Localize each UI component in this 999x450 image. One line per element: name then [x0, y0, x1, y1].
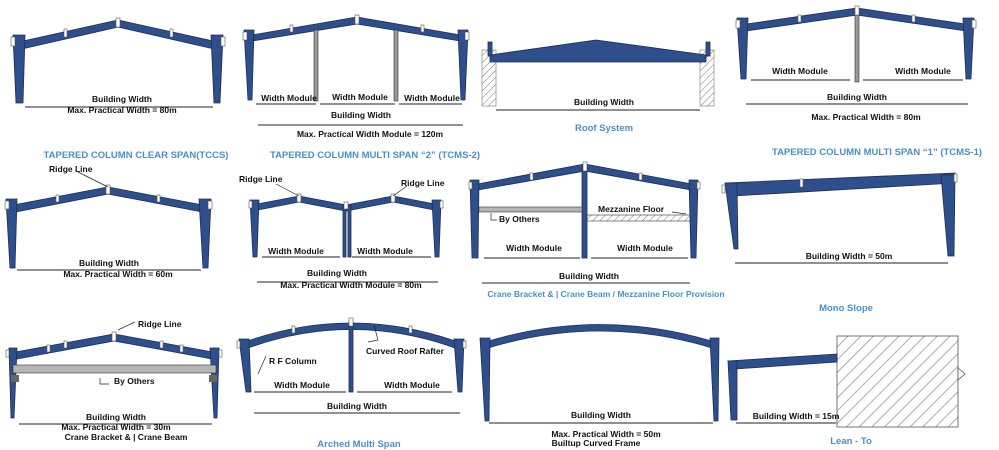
panel-tcms1 [736, 6, 982, 158]
mono-frame [725, 173, 955, 256]
tcms2-width-label: Building Width [331, 110, 391, 120]
mezzanine-module-1: Width Module [506, 243, 562, 253]
lean-break-mark [958, 368, 965, 380]
crane-sub-label: Crane Bracket & | Crane Beam [64, 432, 188, 442]
tcms1-module-2: Width Module [895, 66, 951, 76]
mezzanine-byothers-leader [491, 213, 497, 220]
double-ridge-leader-1 [276, 184, 299, 196]
crane-width-label: Building Width [86, 412, 146, 422]
panel-tcms2 [243, 15, 480, 161]
crane-bracket-right [209, 375, 217, 382]
tcms2-module-1: Width Module [261, 93, 317, 103]
mezzanine-floor-leader [672, 212, 686, 214]
tccs-frame [13, 20, 223, 103]
crane-byothers-leader [100, 378, 109, 384]
lean-existing-building [837, 336, 958, 427]
arched-module-2: Width Module [384, 380, 440, 390]
panel-arched [237, 318, 466, 450]
mono-title: Mono Slope [819, 303, 873, 314]
roof-right-post [706, 42, 710, 56]
crane-by-others: By Others [114, 376, 155, 386]
ridge60-frame [6, 187, 211, 268]
tcms1-module-1: Width Module [772, 66, 828, 76]
double-ridge-module-1: Width Module [268, 246, 324, 256]
crane-ridge-leader [118, 322, 135, 330]
panel-roof [482, 40, 714, 134]
mezzanine-crane-beam [479, 207, 582, 212]
panel-ridge-60 [5, 164, 212, 279]
tcms1-width-label: Building Width [827, 92, 887, 102]
double-ridge-module-2: Width Module [357, 246, 413, 256]
roof-slab [490, 40, 706, 62]
curved-max-label: Max. Practical Width = 50m [551, 429, 661, 439]
double-ridge-ridge-2: Ridge Line [401, 178, 445, 188]
panel-lean [728, 336, 965, 447]
tccs-max-label: Max. Practical Width = 80m [67, 105, 177, 115]
roof-left-post [488, 42, 492, 56]
tcms2-module-3: Width Module [404, 93, 460, 103]
mezzanine-module-2: Width Module [617, 243, 673, 253]
arched-curved-rafter: Curved Roof Rafter [366, 346, 444, 356]
panel-double-ridge [239, 174, 445, 290]
arched-title: Arched Multi Span [317, 439, 401, 450]
lean-width-label: Building Width = 15m [752, 411, 840, 421]
arched-width-label: Building Width [327, 401, 387, 411]
curved-sub-label: Builtup Curved Frame [551, 438, 641, 448]
arched-module-1: Width Module [274, 380, 330, 390]
tcms1-title: TAPERED COLUMN MULTI SPAN “1” (TCMS-1) [771, 147, 983, 158]
mezzanine-by-others: By Others [499, 214, 540, 224]
tcms2-max-label: Max. Practical Width Module = 120m [296, 129, 444, 139]
panel-mono [722, 173, 957, 314]
ridge60-ridge-label: Ridge Line [49, 164, 93, 174]
arched-rfcolumn-leader [258, 356, 266, 374]
crane-beam [13, 365, 216, 373]
double-ridge-ridge-1: Ridge Line [239, 174, 283, 184]
tcms2-frame [244, 17, 468, 101]
arched-rf-column: R F Column [269, 356, 317, 366]
crane-max-label: Max. Practical Width = 30m [61, 422, 171, 432]
roof-title: Roof System [574, 123, 634, 134]
panel-crane [6, 319, 222, 442]
ridge60-leader [78, 172, 108, 187]
mezzanine-width-label: Building Width [559, 271, 619, 281]
mezzanine-floor-label: Mezzanine Floor [598, 204, 665, 214]
crane-ridge-label: Ridge Line [138, 319, 182, 329]
panel-curved [480, 325, 719, 449]
mezzanine-title: Crane Bracket & | Crane Beam / Mezzanine Floor Provision [487, 289, 725, 299]
mono-width-label: Building Width = 50m [805, 251, 893, 261]
roof-width-label: Building Width [574, 97, 634, 107]
ridge60-width-label: Building Width [79, 258, 139, 268]
tccs-title: TAPERED COLUMN CLEAR SPAN(TCCS) [43, 150, 229, 161]
tcms2-module-2: Width Module [332, 92, 388, 102]
mezzanine-floor [587, 215, 690, 221]
curved-frame [480, 325, 719, 422]
double-ridge-width-label: Building Width [307, 268, 367, 278]
tccs-width-label: Building Width [92, 94, 152, 104]
ridge60-max-label: Max. Practical Width = 60m [63, 269, 173, 279]
panel-tccs [11, 18, 228, 161]
curved-width-label: Building Width [571, 410, 631, 420]
lean-title: Lean - To [830, 436, 872, 447]
tcms2-title: TAPERED COLUMN MULTI SPAN “2” (TCMS-2) [269, 150, 481, 161]
panel-mezzanine [469, 162, 725, 299]
crane-bracket-left [11, 375, 19, 382]
tcms1-max-label: Max. Practical Width = 80m [811, 112, 921, 122]
double-ridge-max-label: Max. Practical Width Module = 80m [280, 280, 422, 290]
